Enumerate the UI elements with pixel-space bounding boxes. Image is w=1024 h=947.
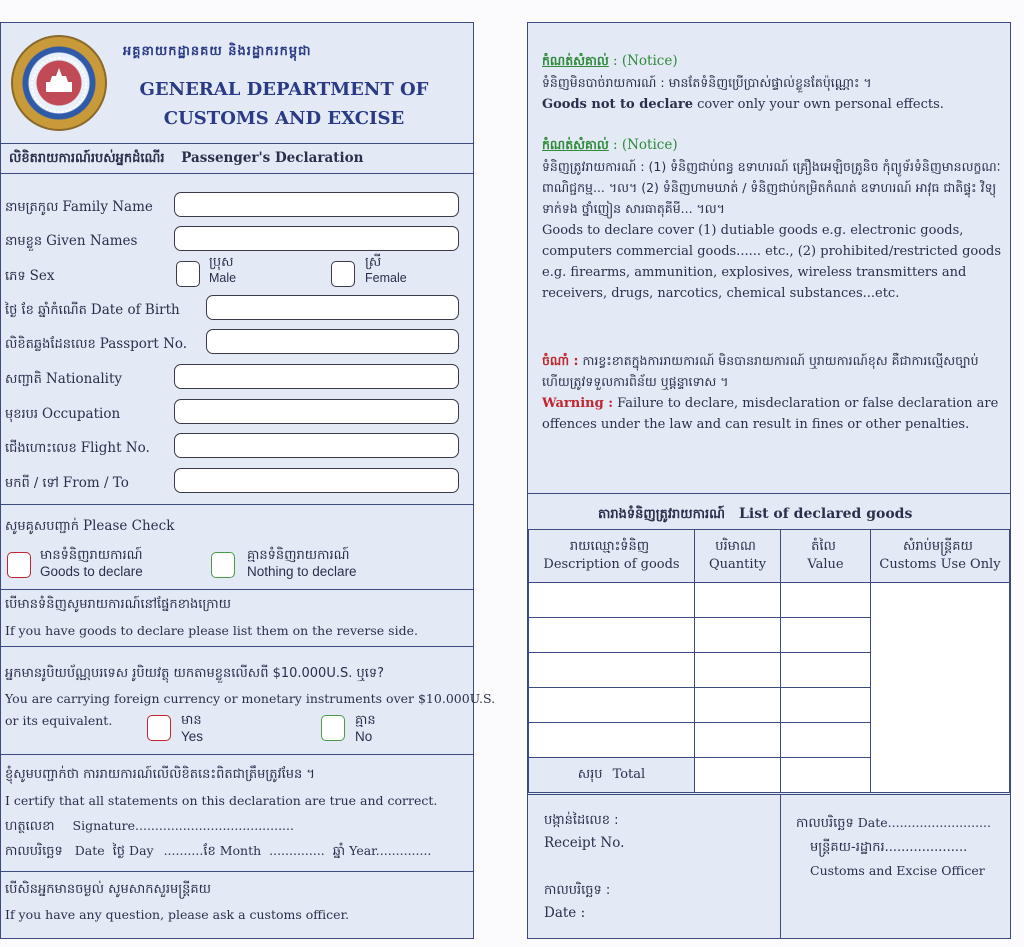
sex-label: ភេទ Sex: [5, 268, 55, 284]
total-value-cell[interactable]: [781, 758, 871, 793]
warning: ចំណាំ : ការខ្វះខាតក្នុងការរាយការណ៍ មិនបានរាយការណ៍ ឬរាយការណ៍ខុស គឺជាការល្មើសច្បាប់ ហើយត្រូវទទួលការពិន័យ ឬផ្តន្ទាទោស ។ Warning : Failure to declare, misdeclaration or false declaration are offences under the law and can result in fines or other penalties.: [542, 353, 999, 433]
quantity-cell[interactable]: [695, 618, 781, 653]
date-of-birth-field[interactable]: [206, 295, 459, 320]
department-title-line1: GENERAL DEPARTMENT OF: [139, 79, 429, 100]
date-of-birth-label: ថ្ងៃ ខែ ឆ្នាំកំណើត Date of Birth: [5, 302, 180, 318]
goods-list-title: តារាងទំនិញត្រូវរាយការណ៍ List of declared goods: [598, 506, 913, 522]
value-cell[interactable]: [781, 618, 871, 653]
description-cell[interactable]: [529, 653, 695, 688]
divider: [1, 589, 473, 590]
total-quantity-cell[interactable]: [695, 758, 781, 793]
nationality-field[interactable]: [174, 364, 459, 389]
divider: [528, 493, 1010, 494]
value-cell[interactable]: [781, 688, 871, 723]
customs-use-cell: [871, 583, 1010, 793]
occupation-label: មុខរបរ Occupation: [5, 406, 121, 422]
footer-date-label: កាលបរិច្ឆេទ : Date :: [544, 883, 611, 922]
question-khmer: បើសិនអ្នកមានចម្ងល់ សូមសាកសួរមន្ត្រីគយ: [5, 882, 212, 897]
column-header-value: តំលៃ Value: [781, 530, 871, 583]
currency-yes-label: មាន Yes: [181, 713, 204, 744]
passport-field[interactable]: [206, 329, 459, 354]
table-row: [529, 583, 1010, 618]
receipt-number-label: បង្កាន់ដៃលេខ : Receipt No.: [544, 813, 625, 852]
divider: [1, 646, 473, 647]
from-to-field[interactable]: [174, 468, 459, 493]
divider: [1, 871, 473, 872]
flight-no-field[interactable]: [174, 433, 459, 458]
description-cell[interactable]: [529, 688, 695, 723]
nothing-to-declare-label: គ្មានទំនិញរាយការណ៍ Nothing to declare: [247, 548, 357, 579]
value-cell[interactable]: [781, 653, 871, 688]
form-title: លិខិតរាយការណ៍របស់អ្នកដំណើរ Passenger's Declaration: [9, 150, 364, 166]
passport-label: លិខិតឆ្លងដែនលេខ Passport No.: [5, 336, 188, 352]
notice-1: កំណត់សំគាល់ : (Notice) ទំនិញមិនបាច់រាយការណ៍ : មានតែទំនិញប្រើប្រាស់ផ្ទាល់ខ្លួនតែប៉ុណ្ណោះ ។ Goods not to declare cover only your own personal effects.: [542, 53, 944, 112]
nationality-label: សញ្ជាតិ Nationality: [5, 371, 123, 387]
currency-no-checkbox[interactable]: [321, 715, 345, 741]
divider: [528, 794, 1010, 795]
certify-khmer: ខ្ញុំសូមបញ្ជាក់ថា ការរាយការណ៍លើលិខិតនេះពិតជាត្រឹមត្រូវមែន ។: [5, 767, 315, 782]
table-header-row: [529, 530, 1010, 583]
department-title-khmer: អគ្គនាយកដ្ឋានគយ និងរដ្ឋាករកម្ពុជា: [123, 44, 312, 59]
divider: [780, 794, 781, 938]
divider: [1, 504, 473, 505]
goods-to-declare-label: មានទំនិញរាយការណ៍ Goods to declare: [40, 548, 143, 579]
quantity-cell[interactable]: [695, 653, 781, 688]
total-label: សរុប Total: [529, 758, 695, 793]
customs-seal-icon: [11, 35, 107, 131]
description-cell[interactable]: [529, 618, 695, 653]
male-label: ប្រុស Male: [209, 255, 237, 285]
value-cell[interactable]: [781, 723, 871, 758]
female-checkbox[interactable]: [331, 261, 355, 287]
occupation-field[interactable]: [174, 399, 459, 424]
question-note: If you have any question, please ask a customs officer.: [5, 907, 350, 922]
please-check-label: សូមគូសបញ្ជាក់ Please Check: [5, 518, 175, 534]
currency-yes-checkbox[interactable]: [147, 715, 171, 741]
female-label: ស្រី Female: [365, 255, 407, 285]
goods-to-declare-checkbox[interactable]: [7, 552, 31, 578]
family-name-label: នាមត្រកូល Family Name: [5, 199, 153, 215]
quantity-cell[interactable]: [695, 583, 781, 618]
column-header-quantity: បរិមាណ Quantity: [695, 530, 781, 583]
department-title-line2: CUSTOMS AND EXCISE: [163, 108, 405, 129]
currency-question-cont: or its equivalent.: [5, 713, 113, 728]
male-checkbox[interactable]: [176, 261, 200, 287]
currency-no-label: គ្មាន No: [355, 713, 376, 744]
divider: [1, 143, 473, 144]
temple-icon: [46, 68, 72, 92]
quantity-cell[interactable]: [695, 723, 781, 758]
passenger-declaration-front: [0, 22, 496, 939]
divider: [1, 173, 473, 174]
given-names-label: នាមខ្លួន Given Names: [5, 233, 138, 249]
certify-statement: I certify that all statements on this declaration are true and correct.: [5, 793, 438, 808]
column-header-customs-use: សំរាប់មន្ត្រីគយ Customs Use Only: [871, 530, 1010, 583]
notice-2: កំណត់សំគាល់ : (Notice) ទំនិញត្រូវរាយការណ៍ : (1) ទំនិញជាប់ពន្ធ ឧទាហរណ៍ គ្រឿងអេឡិចត្រូនិច កុំព្យូទ័រទំនិញមានលក្ខណៈពាណិជ្ជកម្ម... ។ល។ (2) ទំនិញហាមឃាត់ / ទំនិញជាប់កម្រិតកំណត់ ឧទាហរណ៍ អាវុធ ជាតិផ្ទុះ វិទ្យុទាក់ទង ថ្នាំញៀន សារធាតុគីមី... ។ល។ Goods to declare cover (1) dutiable goods e.g. electronic goods, computers commercial goods...... etc., (2) prohibited/restricted goods e.g. firearms, ammunition, explosives, wireless transmitters and receivers, drugs, narcotics, chemical substances...etc.: [542, 137, 1002, 302]
divider: [1, 754, 473, 755]
from-to-label: មកពី / ទៅ From / To: [5, 475, 129, 491]
signature-line: ហត្ថលេខា Signature........................................: [5, 818, 294, 834]
reverse-side-note: If you have goods to declare please list them on the reverse side.: [5, 623, 418, 638]
column-header-description: រាយឈ្មោះទំនិញ Description of goods: [529, 530, 695, 583]
currency-question-khmer: អ្នកមានរូបិយប័ណ្ណបរទេស រូបិយវត្ថុ យកតាមខ្លួនលើសពី $10.000U.S. ឬទេ?: [5, 666, 385, 681]
currency-question: You are carrying foreign currency or monetary instruments over $10.000U.S.: [5, 691, 496, 706]
family-name-field[interactable]: [174, 192, 459, 217]
flight-no-label: ជើងហោះលេខ Flight No.: [5, 440, 150, 456]
declared-goods-table: [528, 529, 1010, 793]
officer-block: កាលបរិច្ឆេទ Date.......................... មន្ត្រីគយ-រដ្ឋាករ.................... Customs and Excise Officer: [796, 815, 991, 878]
description-cell[interactable]: [529, 583, 695, 618]
quantity-cell[interactable]: [695, 688, 781, 723]
value-cell[interactable]: [781, 583, 871, 618]
reverse-side-note-khmer: បើមានទំនិញសូមរាយការណ៍នៅផ្នែកខាងក្រោយ: [5, 597, 232, 612]
description-cell[interactable]: [529, 723, 695, 758]
date-line: កាលបរិច្ឆេទ Date ថ្ងៃ Day ..........ខែ Month .............. ឆ្នាំ Year..............: [5, 843, 432, 859]
nothing-to-declare-checkbox[interactable]: [211, 552, 235, 578]
passenger-declaration-back: [527, 22, 1011, 939]
given-names-field[interactable]: [174, 226, 459, 251]
